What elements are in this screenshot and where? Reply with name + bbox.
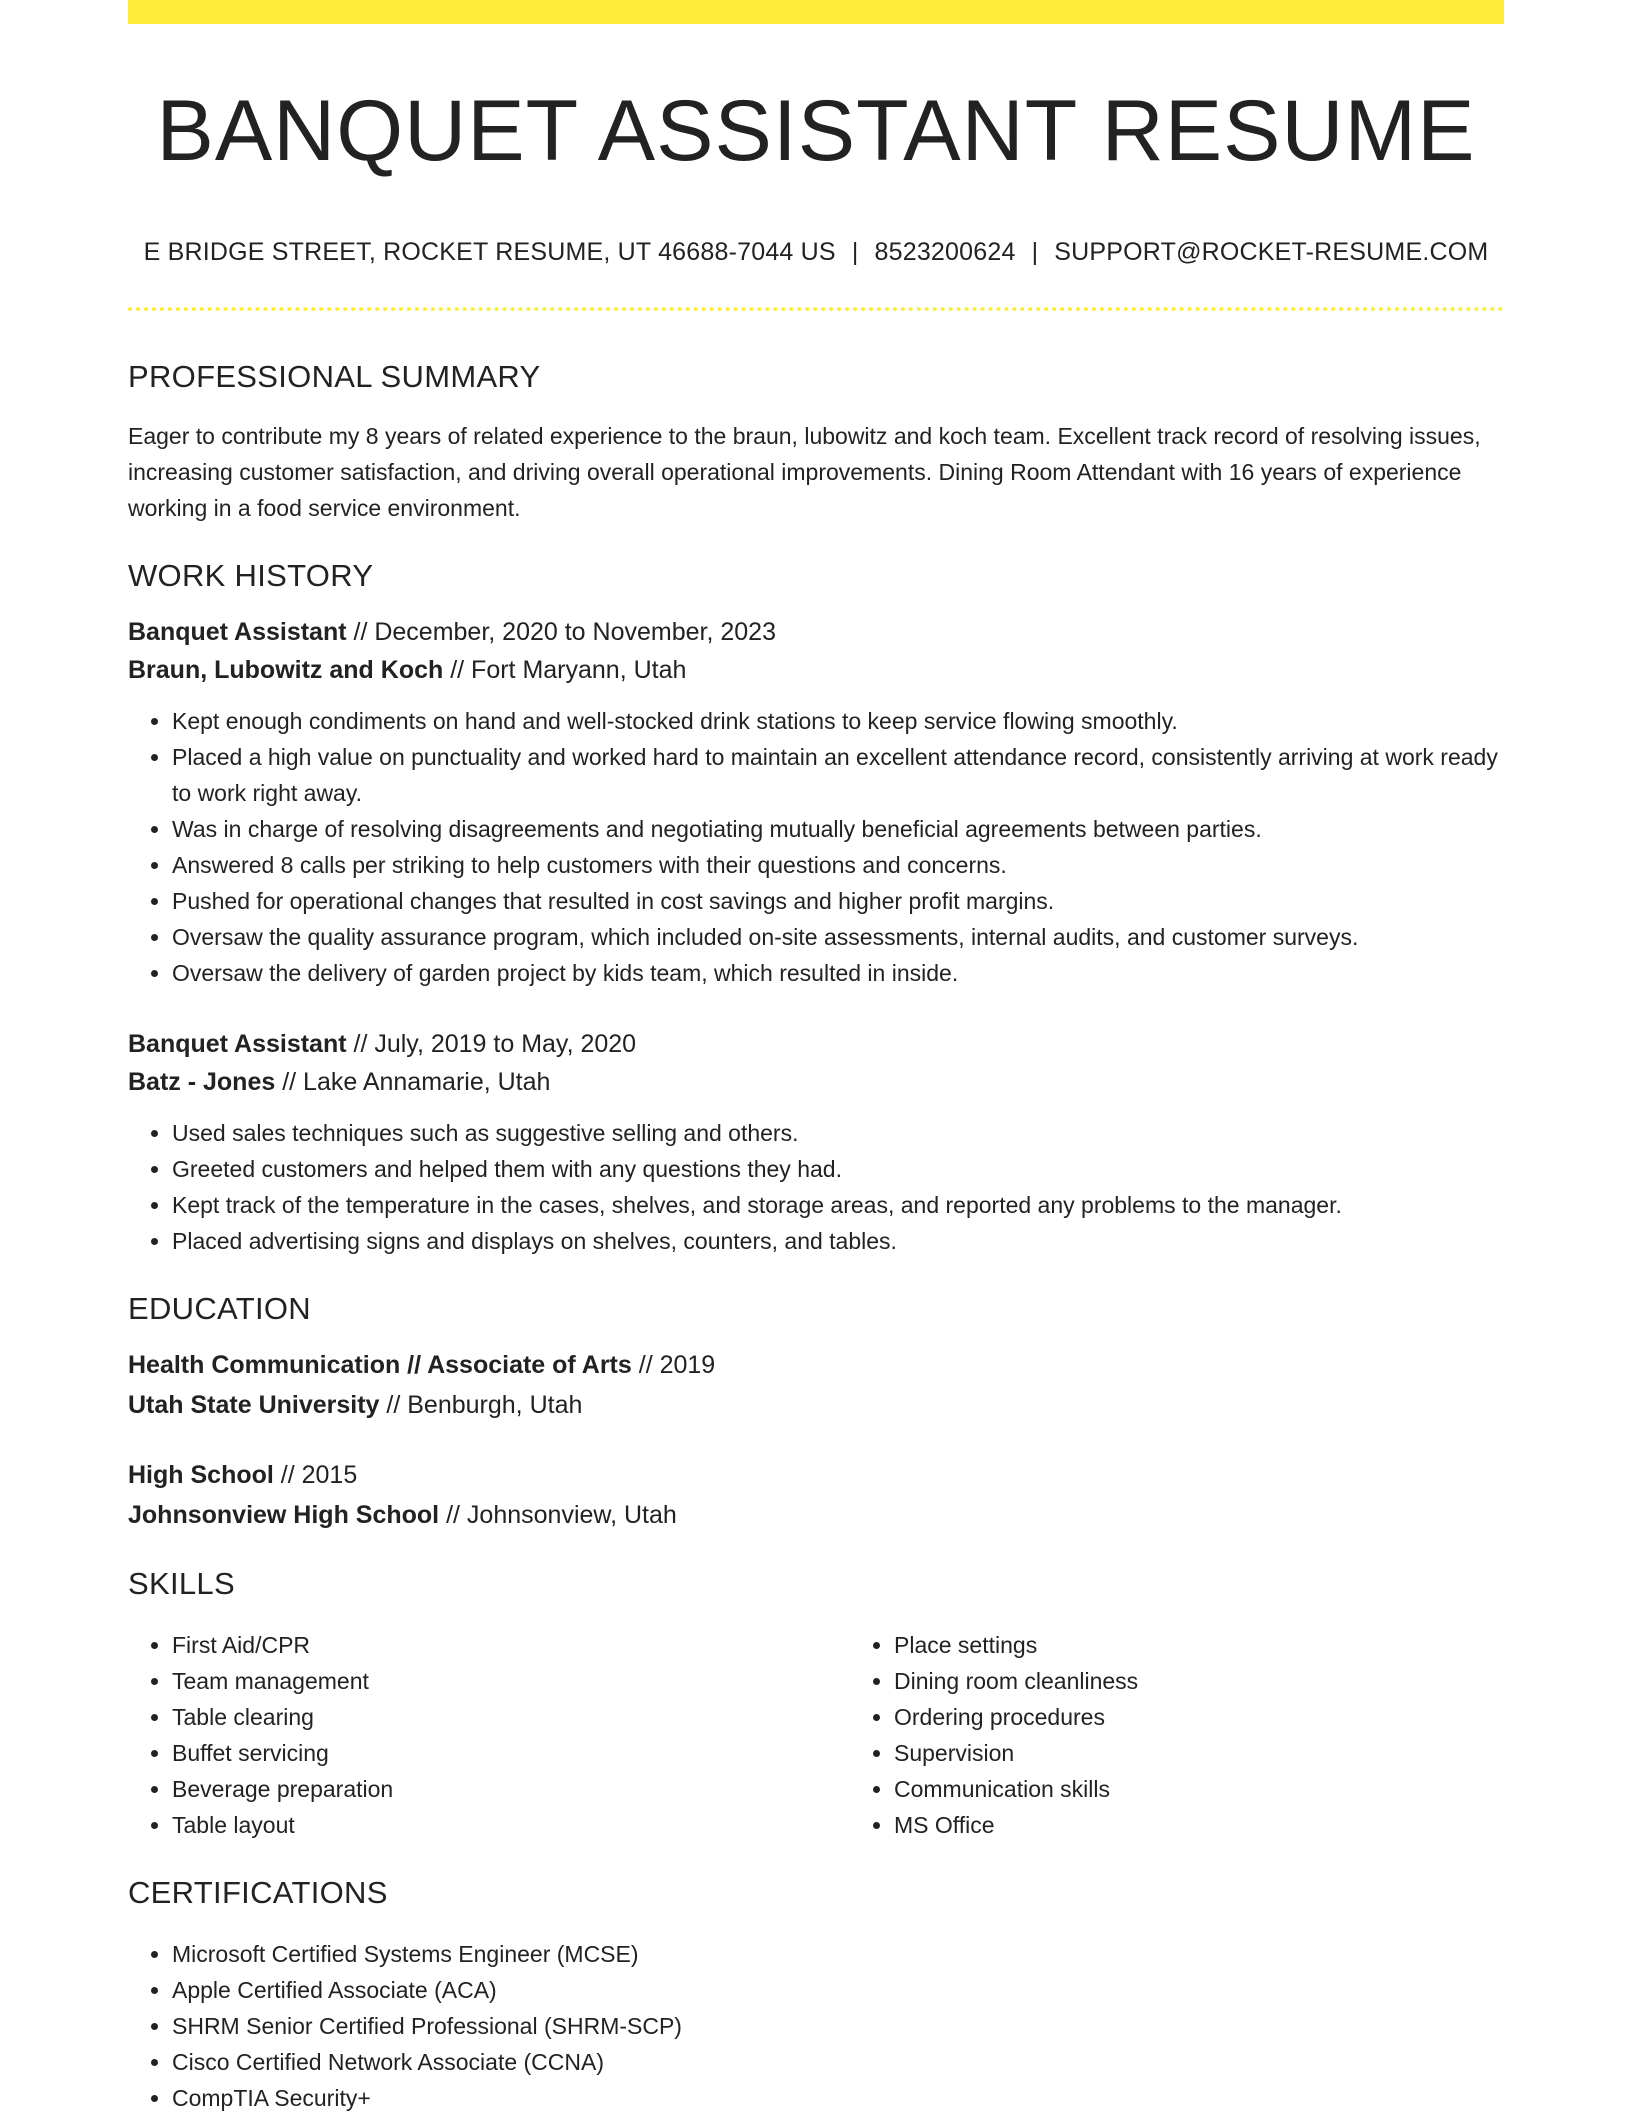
contact-separator: |	[851, 238, 859, 266]
job-entry	[128, 1025, 1504, 1259]
list-item: • Kept track of the temperature in the cases, shelves, and storage areas, and reported any problems to the manager.	[172, 1187, 1504, 1223]
list-item: • First Aid/CPR	[172, 1627, 850, 1663]
education-section	[128, 1293, 1504, 1534]
job-company-line	[128, 1063, 1504, 1101]
dotted-divider	[128, 307, 1504, 311]
contact-separator: |	[1031, 238, 1039, 266]
page-title: BANQUET ASSISTANT RESUME	[156, 83, 1476, 179]
list-item: • Answered 8 calls per striking to help customers with their questions and concerns.	[172, 847, 1504, 883]
email: SUPPORT@ROCKET-RESUME.COM	[1054, 238, 1489, 266]
list-item: • CompTIA Security+	[172, 2080, 1504, 2116]
list-item: • Cisco Certified Network Associate (CCNA)	[172, 2044, 1504, 2080]
school-location: // Johnsonview, Utah	[439, 1501, 677, 1529]
degree-line	[128, 1456, 1504, 1494]
skills-section	[128, 1568, 1504, 1843]
job-title: Banquet Assistant	[128, 618, 347, 646]
list-item: • Pushed for operational changes that resulted in cost savings and higher profit margins.	[172, 883, 1504, 919]
certifications-section	[128, 1877, 1504, 2116]
accent-bar	[128, 0, 1504, 24]
resume-page	[128, 0, 1504, 2116]
degree: Health Communication // Associate of Arts	[128, 1351, 632, 1379]
job-title: Banquet Assistant	[128, 1030, 347, 1058]
skills-list-right	[850, 1627, 1572, 1843]
job-company: Batz - Jones	[128, 1068, 276, 1096]
list-item: • Oversaw the quality assurance program, which included on-site assessments, internal audits, and customer surveys.	[172, 919, 1504, 955]
phone: 8523200624	[874, 238, 1016, 266]
list-item: • SHRM Senior Certified Professional (SHRM-SCP)	[172, 2008, 1504, 2044]
degree: High School	[128, 1461, 274, 1489]
summary-section	[128, 361, 1504, 526]
skills-columns	[128, 1599, 1504, 1843]
job-entry	[128, 613, 1504, 991]
contact-line	[128, 240, 1504, 265]
list-item: • Supervision	[894, 1735, 1572, 1771]
list-item: • Placed a high value on punctuality and worked hard to maintain an excellent attendance record, consistently arriving at work ready to work right away.	[172, 739, 1504, 811]
list-item: • Placed advertising signs and displays on shelves, counters, and tables.	[172, 1223, 1504, 1259]
job-bullets	[128, 703, 1504, 991]
job-location: // Fort Maryann, Utah	[443, 656, 687, 684]
job-location: // Lake Annamarie, Utah	[275, 1068, 551, 1096]
list-item: • Was in charge of resolving disagreements and negotiating mutually beneficial agreements between parties.	[172, 811, 1504, 847]
list-item: • Used sales techniques such as suggestive selling and others.	[172, 1115, 1504, 1151]
list-item: • Dining room cleanliness	[894, 1663, 1572, 1699]
work-history-section	[128, 560, 1504, 1259]
list-item: • Microsoft Certified Systems Engineer (MCSE)	[172, 1936, 1504, 1972]
education-entry	[128, 1456, 1504, 1534]
list-item: • Place settings	[894, 1627, 1572, 1663]
school-line	[128, 1386, 1504, 1424]
job-title-line	[128, 613, 1504, 651]
list-item: • Ordering procedures	[894, 1699, 1572, 1735]
job-dates: // July, 2019 to May, 2020	[346, 1030, 637, 1058]
job-dates: // December, 2020 to November, 2023	[346, 618, 776, 646]
list-item: • Greeted customers and helped them with any questions they had.	[172, 1151, 1504, 1187]
list-item: • Oversaw the delivery of garden project by kids team, which resulted in inside.	[172, 955, 1504, 991]
section-heading: EDUCATION	[128, 1291, 311, 1326]
list-item: • Table clearing	[172, 1699, 850, 1735]
school: Johnsonview High School	[128, 1501, 440, 1529]
list-item: • Team management	[172, 1663, 850, 1699]
degree-line	[128, 1346, 1504, 1384]
list-item: • MS Office	[894, 1807, 1572, 1843]
summary-text: Eager to contribute my 8 years of related experience to the braun, lubowitz and koch team. Excellent track record of resolving issues, increasing customer satisfaction, and driving overall operational improvements. Dining Room Attendant with 16 years of experience working in a food service environment.	[128, 423, 1481, 521]
section-heading: PROFESSIONAL SUMMARY	[128, 359, 541, 394]
section-heading: SKILLS	[128, 1566, 235, 1601]
list-item: • Buffet servicing	[172, 1735, 850, 1771]
education-entry	[128, 1346, 1504, 1424]
section-heading: CERTIFICATIONS	[128, 1875, 388, 1910]
job-title-line	[128, 1025, 1504, 1063]
list-item: • Beverage preparation	[172, 1771, 850, 1807]
school: Utah State University	[128, 1391, 380, 1419]
certifications-list	[128, 1936, 1504, 2116]
school-line	[128, 1496, 1504, 1534]
school-location: // Benburgh, Utah	[379, 1391, 583, 1419]
job-bullets	[128, 1115, 1504, 1259]
skills-list-left	[128, 1627, 850, 1843]
list-item: • Apple Certified Associate (ACA)	[172, 1972, 1504, 2008]
graduation-year: // 2019	[631, 1351, 716, 1379]
job-company-line	[128, 651, 1504, 689]
graduation-year: // 2015	[273, 1461, 358, 1489]
address: E BRIDGE STREET, ROCKET RESUME, UT 46688-7044 US	[143, 238, 836, 266]
list-item: • Kept enough condiments on hand and well-stocked drink stations to keep service flowing smoothly.	[172, 703, 1504, 739]
section-heading: WORK HISTORY	[128, 558, 374, 593]
job-company: Braun, Lubowitz and Koch	[128, 656, 444, 684]
list-item: • Communication skills	[894, 1771, 1572, 1807]
list-item: • Table layout	[172, 1807, 850, 1843]
